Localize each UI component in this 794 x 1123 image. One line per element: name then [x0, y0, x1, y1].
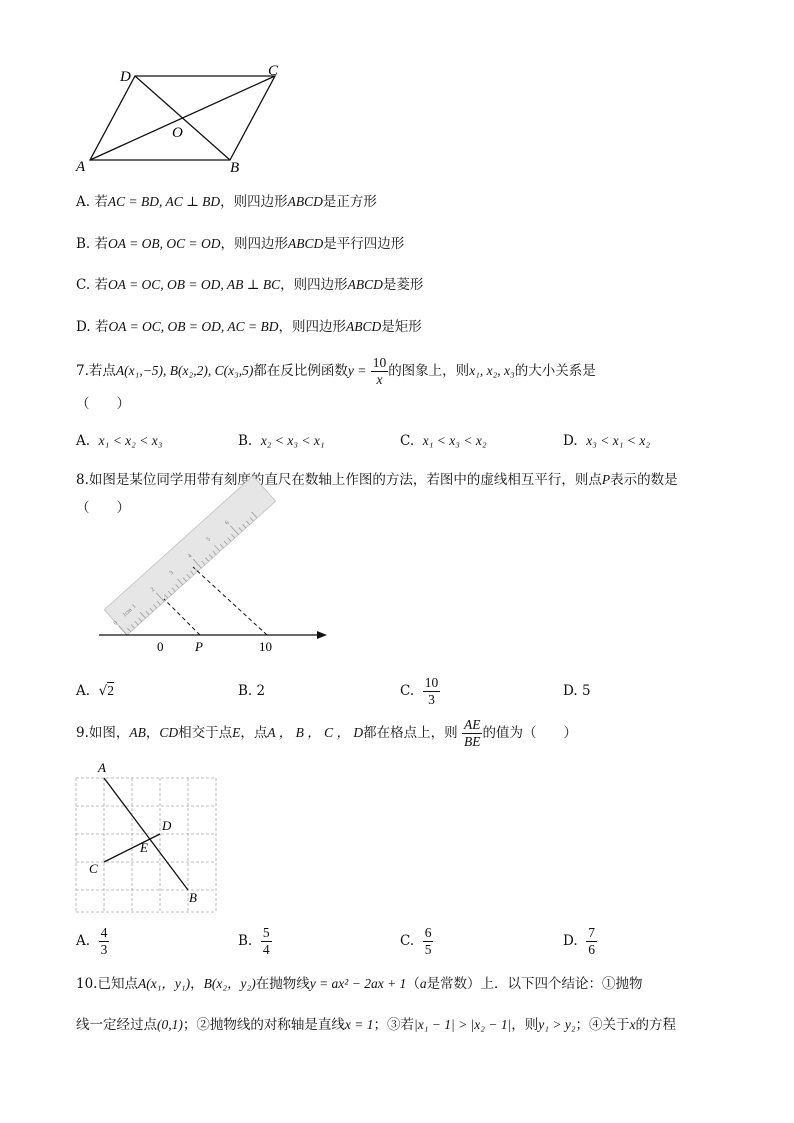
label-o: O — [172, 125, 183, 141]
label-a: A — [76, 159, 86, 175]
q8-stem: 8.如图是某位同学用带有刻度的直尺在数轴上作图的方法，若图中的虚线相互平行，则点P表示的数是 — [76, 472, 678, 488]
ruler-tick-1: 1 — [131, 603, 138, 610]
q6-option-a[interactable]: A. 若AC = BD, AC ⊥ BD，则四边形ABCD是正方形 — [76, 194, 377, 210]
diagonal-bd — [135, 76, 230, 160]
q8-answer-paren: （ ） — [76, 500, 130, 516]
ruler-tick-5: 5 — [205, 536, 212, 544]
label-d: D — [120, 69, 131, 85]
grid-label-e: E — [140, 840, 148, 855]
ruler-tick-0: 0 — [112, 620, 120, 627]
q7-option-d[interactable]: D. x₃ < x₁ < x₂ — [563, 433, 651, 449]
dashed-line-p — [164, 599, 200, 635]
grid-label-a: A — [98, 760, 106, 775]
ruler-tick-3: 3 — [168, 570, 175, 577]
q8-option-b[interactable]: B. 2 — [238, 683, 266, 699]
dashed-line-10 — [193, 567, 267, 635]
grid-label-b: B — [189, 890, 197, 905]
q8-option-d[interactable]: D. 5 — [563, 683, 591, 699]
grid-label-c: C — [89, 861, 98, 876]
parallelogram-figure — [70, 62, 290, 177]
q10-stem-line1: 10.已知点A(x₁，y₁)，B(x₂，y₂)在抛物线y = ax² − 2ax + 1（a是常数）上．以下四个结论：①抛物 — [76, 976, 643, 992]
q9-option-c[interactable]: C. $\frac{6}{5}$ — [400, 925, 432, 957]
grid-label-d: D — [162, 818, 172, 833]
q7-option-a[interactable]: A. x₁ < x₂ < x₃ — [76, 433, 163, 449]
q9-option-b[interactable]: B. $\frac{5}{4}$ — [238, 925, 270, 957]
q7-stem: 7.若点A(x₁,−5), B(x₂,2), C(x₃,5)都在反比例函数y = $\frac{10}{x}$ 的图象上，则x₁, x₂, x₃的大小关系是 — [76, 355, 596, 387]
q6-option-d[interactable]: D. 若OA = OC, OB = OD, AC = BD，则四边形ABCD是矩形 — [76, 319, 422, 335]
q9-option-d[interactable]: D. $\frac{7}{6}$ — [563, 925, 595, 957]
ruler-tick-4: 4 — [187, 553, 194, 560]
q8-option-a[interactable]: A. √2 — [76, 683, 114, 699]
ruler-tick-2: 2 — [149, 586, 157, 594]
label-p: P — [195, 639, 203, 654]
number-line-arrow — [317, 631, 327, 639]
ruler-unit: 1cm — [121, 607, 134, 619]
q8-option-c[interactable]: C. $\frac{10}{3}$ — [400, 675, 439, 707]
q10-stem-line2: 线一定经过点(0,1)；②抛物线的对称轴是直线x = 1；③若|x₁ − 1| > |x₂ − 1|，则y₁ > y₂；④关于x的方程 — [76, 1017, 677, 1033]
ruler-figure — [95, 519, 335, 660]
label-b: B — [230, 160, 240, 176]
label-zero: 0 — [157, 639, 164, 654]
q7-option-b[interactable]: B. x₂ < x₃ < x₁ — [238, 433, 325, 449]
ruler-tick-6: 6 — [224, 519, 231, 527]
grid-figure — [70, 760, 222, 920]
q7-answer-paren: （ ） — [76, 396, 130, 412]
q9-stem: 9.如图，AB，CD相交于点E，点A ， B ， C ， D都在格点上，则 $\frac{AE}{BE}$ 的值为（ ） — [76, 717, 577, 749]
label-c: C — [268, 63, 279, 79]
q9-ratio-fraction: $\frac{AE}{BE}$ — [463, 717, 481, 749]
q6-option-b[interactable]: B. 若OA = OB, OC = OD，则四边形ABCD是平行四边形 — [76, 236, 405, 252]
label-ten: 10 — [259, 639, 272, 654]
sqrt-icon: √ — [98, 683, 108, 699]
q7-function-fraction: $\frac{10}{x}$ — [372, 355, 387, 387]
q7-option-c[interactable]: C. x₁ < x₃ < x₂ — [400, 433, 487, 449]
q6-option-c[interactable]: C. 若OA = OC, OB = OD, AB ⊥ BC，则四边形ABCD是菱形 — [76, 277, 424, 293]
q9-option-a[interactable]: A. $\frac{4}{3}$ — [76, 925, 108, 957]
